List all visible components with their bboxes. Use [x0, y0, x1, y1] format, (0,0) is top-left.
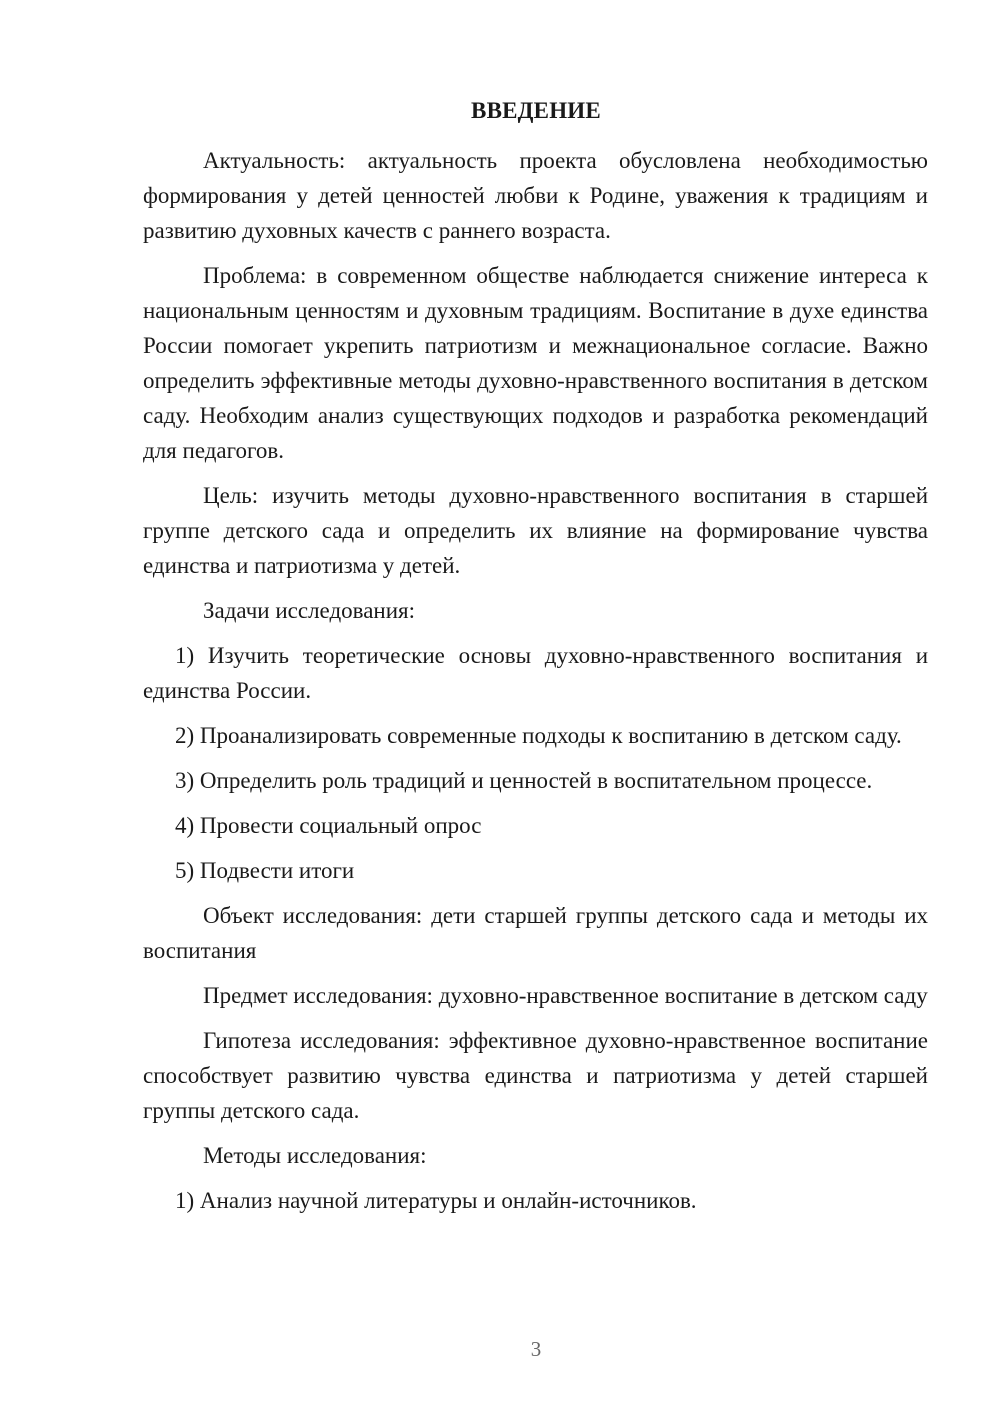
page-body [143, 143, 928, 1228]
task-item-1: 1) Изучить теоретические основы духовно-нравственного воспитания и единства России. [143, 643, 928, 703]
paragraph-object: Объект исследования: дети старшей группы детского сада и методы их воспитания [143, 903, 928, 963]
task-item-3: 3) Определить роль традиций и ценностей в воспитательном процессе. [175, 768, 873, 793]
paragraph-subject: Предмет исследования: духовно-нравственное воспитание в детском саду [203, 983, 928, 1008]
methods-heading: Методы исследования: [203, 1143, 427, 1168]
paragraph-problem: Проблема: в современном обществе наблюдается снижение интереса к национальным ценностям и духовным традициям. Воспитание в духе единства России помогает укрепить патриотизм и межнациональное согласие. Важно определить эффективные методы духовно-нравственного воспитания в детском саду. Необходим анализ существующих подходов и разработка рекомендаций для педагогов. [143, 263, 928, 463]
page-title: ВВЕДЕНИЕ [471, 98, 601, 123]
task-item-4: 4) Провести социальный опрос [175, 813, 482, 838]
task-item-5: 5) Подвести итоги [175, 858, 355, 883]
tasks-heading: Задачи исследования: [203, 598, 416, 623]
method-item-1: 1) Анализ научной литературы и онлайн-источников. [175, 1188, 697, 1213]
paragraph-relevance: Актуальность: актуальность проекта обусловлена необходимостью формирования у детей ценностей любви к Родине, уважения к традициям и развитию духовных качеств с раннего возраста. [143, 148, 928, 243]
paragraph-goal: Цель: изучить методы духовно-нравственного воспитания в старшей группе детского сада и определить их влияние на формирование чувства единства и патриотизма у детей. [143, 483, 928, 578]
paragraph-hypothesis: Гипотеза исследования: эффективное духовно-нравственное воспитание способствует развитию чувства единства и патриотизма у детей старшей группы детского сада. [143, 1028, 928, 1123]
page-number: 3 [530, 1337, 542, 1361]
task-item-2: 2) Проанализировать современные подходы к воспитанию в детском саду. [175, 723, 902, 748]
